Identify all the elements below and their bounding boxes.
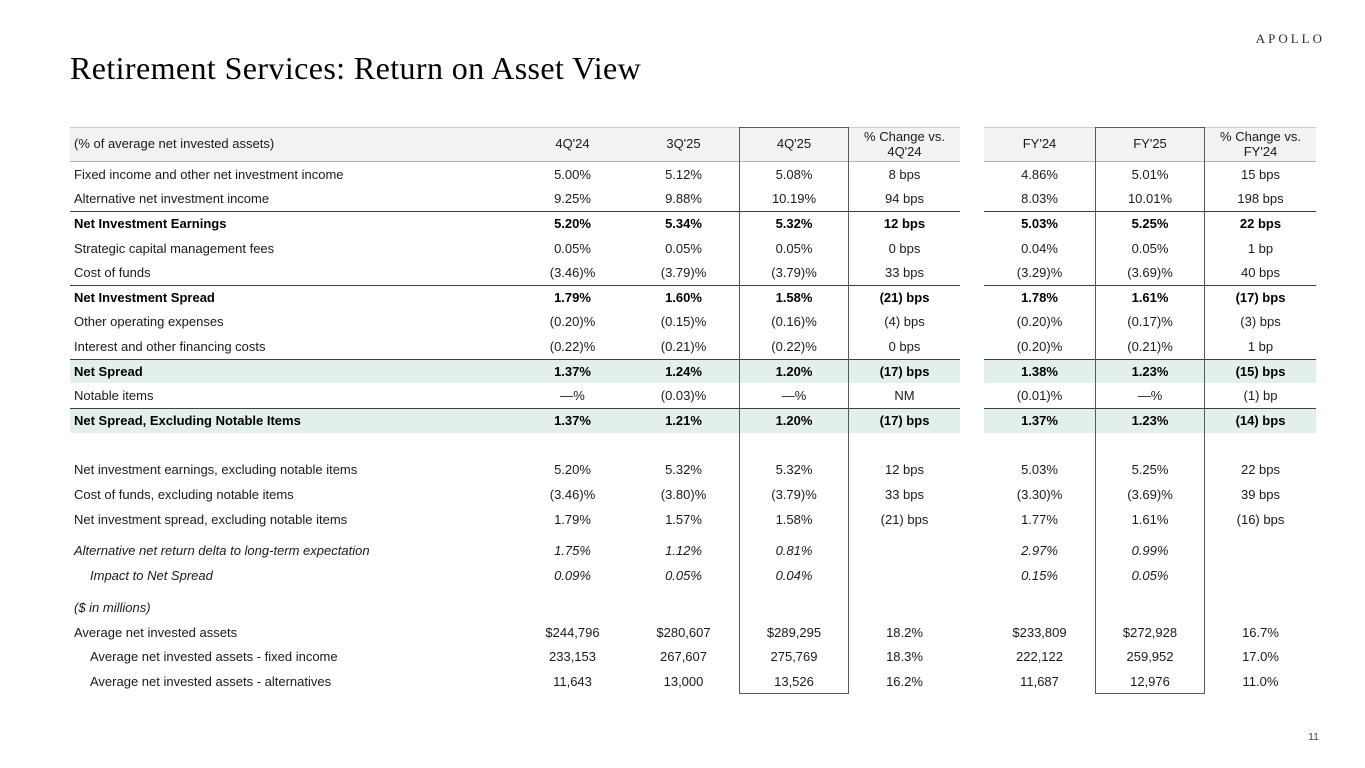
cell-value: 222,122 xyxy=(1016,649,1063,665)
cell-value: (0.17)% xyxy=(1127,314,1173,330)
table-row xyxy=(70,334,1316,359)
cell-value: (17) bps xyxy=(849,408,960,433)
cell-value: 13,526 xyxy=(774,674,814,690)
cell-value: 10.19% xyxy=(771,191,817,207)
roa-table xyxy=(70,127,1316,694)
cell-value: (21) bps xyxy=(849,285,960,310)
cell-value: 8 bps xyxy=(888,166,921,182)
cell-value: 1.37% xyxy=(984,408,1095,433)
table-row xyxy=(70,260,1316,285)
table-row xyxy=(70,408,1316,433)
table-row xyxy=(70,669,1316,694)
cell-value: 1.24% xyxy=(628,359,739,384)
cell-value: 12 bps xyxy=(884,462,925,478)
cell-value: 10.01% xyxy=(1127,191,1173,207)
column-gap xyxy=(960,162,984,187)
cell-value: 5.34% xyxy=(628,211,739,236)
cell-value: 5.20% xyxy=(554,462,591,478)
row-label: Interest and other financing costs xyxy=(74,338,266,354)
table-row xyxy=(70,645,1316,670)
cell-value: 5.08% xyxy=(775,166,813,182)
cell-value: (0.21)% xyxy=(1127,338,1173,354)
cell-value: (15) bps xyxy=(1205,359,1316,384)
cell-value: (17) bps xyxy=(1205,285,1316,310)
cell-value: 259,952 xyxy=(1126,649,1174,665)
cell-value: 4.86% xyxy=(1021,166,1058,182)
cell-value: 5.20% xyxy=(517,211,628,236)
column-header xyxy=(1205,127,1316,162)
cell-value: 9.25% xyxy=(554,191,591,207)
table-row xyxy=(70,359,1316,384)
cell-value: 0.09% xyxy=(554,567,591,583)
cell-value xyxy=(984,596,1095,621)
cell-value: 1.79% xyxy=(517,285,628,310)
spacer-row xyxy=(70,433,1316,458)
cell-value: 5.00% xyxy=(554,166,591,182)
row-label: Strategic capital management fees xyxy=(74,240,275,256)
cell-value: 11,643 xyxy=(553,674,592,690)
cell-value: 1 bp xyxy=(1247,338,1274,354)
column-header-label: 4Q'25 xyxy=(776,136,812,152)
cell-value xyxy=(849,563,960,588)
cell-value: 22 bps xyxy=(1205,211,1316,236)
row-label: Net Spread, Excluding Notable Items xyxy=(70,408,517,433)
table-row xyxy=(70,507,1316,532)
cell-value: 11,687 xyxy=(1020,674,1059,690)
cell-value: 5.32% xyxy=(739,211,849,236)
cell-value: (1) bp xyxy=(1243,388,1278,404)
row-label: Net investment spread, excluding notable items xyxy=(74,511,348,527)
table-row xyxy=(70,538,1316,563)
page-title: Retirement Services: Return on Asset View xyxy=(70,50,642,86)
column-gap xyxy=(960,187,984,212)
cell-value: (0.16)% xyxy=(771,314,817,330)
column-gap xyxy=(960,563,984,588)
cell-value: 1.21% xyxy=(628,408,739,433)
column-header xyxy=(739,127,849,162)
table-header-row xyxy=(70,127,1316,162)
cell-value: (0.20)% xyxy=(549,314,596,330)
table-row xyxy=(70,383,1316,408)
row-label: Cost of funds xyxy=(74,265,151,281)
row-label: Impact to Net Spread xyxy=(90,567,213,583)
cell-value: $244,796 xyxy=(545,624,600,640)
cell-value: 198 bps xyxy=(1237,191,1284,207)
cell-value: 16.7% xyxy=(1242,624,1279,640)
cell-value: $289,295 xyxy=(766,624,822,640)
cell-value: (21) bps xyxy=(880,511,929,527)
cell-value: 15 bps xyxy=(1240,166,1281,182)
cell-value: 0.05% xyxy=(775,240,813,256)
table-row xyxy=(70,187,1316,212)
cell-value: 2.97% xyxy=(1021,543,1058,559)
table-row xyxy=(70,620,1316,645)
cell-value: 1.23% xyxy=(1095,359,1205,384)
cell-value: 11.0% xyxy=(1242,674,1279,690)
cell-value: 1 bp xyxy=(1247,240,1274,256)
spacer-row xyxy=(70,531,1316,538)
cell-value: 5.03% xyxy=(1021,462,1058,478)
page-number: 11 xyxy=(1308,731,1319,743)
cell-value: (0.20)% xyxy=(1016,338,1063,354)
cell-value: 40 bps xyxy=(1240,265,1281,281)
row-label: Net Spread xyxy=(70,359,517,384)
cell-value: 1.78% xyxy=(984,285,1095,310)
column-gap xyxy=(960,482,984,507)
cell-value: 17.0% xyxy=(1242,649,1279,665)
cell-value: (3.69)% xyxy=(1127,486,1173,502)
cell-value xyxy=(849,538,960,563)
row-label: Other operating expenses xyxy=(74,314,224,330)
cell-value: (0.01)% xyxy=(1016,388,1063,404)
row-label: Net Investment Earnings xyxy=(70,211,517,236)
cell-value: (3.46)% xyxy=(549,265,596,281)
cell-value: (4) bps xyxy=(884,314,925,330)
cell-value: 0.05% xyxy=(665,567,702,583)
column-gap xyxy=(960,408,984,433)
column-header-label: FY'25 xyxy=(1133,136,1167,152)
cell-value: 1.75% xyxy=(554,543,591,559)
cell-value xyxy=(849,596,960,621)
cell-value: (3.80)% xyxy=(660,486,707,502)
cell-value: 1.37% xyxy=(517,408,628,433)
cell-value xyxy=(1205,538,1316,563)
column-header xyxy=(70,127,517,162)
cell-value: (14) bps xyxy=(1205,408,1316,433)
row-label: Fixed income and other net investment income xyxy=(74,166,344,182)
column-gap xyxy=(960,260,984,285)
column-gap xyxy=(960,507,984,532)
column-gap xyxy=(960,310,984,335)
column-gap xyxy=(960,236,984,261)
row-label: Average net invested assets - alternatives xyxy=(90,674,332,690)
cell-value: (3.79)% xyxy=(660,265,707,281)
cell-value: 1.77% xyxy=(1021,511,1058,527)
column-gap xyxy=(960,458,984,483)
table-row xyxy=(70,563,1316,588)
cell-value: 1.57% xyxy=(665,511,702,527)
cell-value: 1.60% xyxy=(628,285,739,310)
row-label: Notable items xyxy=(74,388,154,404)
cell-value: 0.81% xyxy=(775,543,813,559)
column-header-label: FY'24 xyxy=(1022,136,1057,152)
column-header-label: 3Q'25 xyxy=(666,136,701,152)
cell-value: (3.30)% xyxy=(1016,486,1063,502)
cell-value: 233,153 xyxy=(549,649,596,665)
table-row xyxy=(70,236,1316,261)
spacer-row xyxy=(70,588,1316,596)
row-label: Alternative net investment income xyxy=(74,191,270,207)
table-row xyxy=(70,211,1316,236)
table-row xyxy=(70,285,1316,310)
cell-value: 1.23% xyxy=(1095,408,1205,433)
cell-value: (0.22)% xyxy=(771,338,817,354)
cell-value: 5.25% xyxy=(1095,211,1205,236)
column-header-label: (% of average net invested assets) xyxy=(74,136,275,152)
column-gap xyxy=(960,334,984,359)
cell-value: NM xyxy=(894,388,915,404)
cell-value: 1.61% xyxy=(1131,511,1169,527)
cell-value: 1.61% xyxy=(1095,285,1205,310)
cell-value: (3.46)% xyxy=(549,486,596,502)
cell-value xyxy=(1095,596,1205,621)
cell-value: (16) bps xyxy=(1236,511,1285,527)
cell-value: 5.32% xyxy=(775,462,813,478)
row-label: Cost of funds, excluding notable items xyxy=(74,486,294,502)
cell-value: 12,976 xyxy=(1130,674,1170,690)
column-header xyxy=(628,127,739,162)
row-label: Net Investment Spread xyxy=(70,285,517,310)
cell-value: 5.25% xyxy=(1131,462,1169,478)
cell-value: —% xyxy=(1137,388,1163,404)
cell-value: 16.2% xyxy=(886,674,923,690)
cell-value: (3.69)% xyxy=(1127,265,1173,281)
cell-value: 9.88% xyxy=(665,191,702,207)
cell-value: (3.79)% xyxy=(771,486,817,502)
cell-value: 0.15% xyxy=(1021,567,1058,583)
cell-value: —% xyxy=(560,388,585,404)
column-header xyxy=(1095,127,1205,162)
cell-value: 18.3% xyxy=(886,649,923,665)
table-row xyxy=(70,458,1316,483)
cell-value: 0.05% xyxy=(1131,240,1169,256)
cell-value: 267,607 xyxy=(660,649,707,665)
cell-value: —% xyxy=(781,388,807,404)
cell-value: 1.37% xyxy=(517,359,628,384)
cell-value: 0 bps xyxy=(888,240,921,256)
cell-value: 33 bps xyxy=(884,265,925,281)
row-label: Average net invested assets - fixed income xyxy=(90,649,338,665)
cell-value: 5.03% xyxy=(984,211,1095,236)
cell-value xyxy=(1205,563,1316,588)
cell-value: 0.05% xyxy=(665,240,702,256)
column-header xyxy=(849,127,960,162)
cell-value: 1.58% xyxy=(739,285,849,310)
cell-value: (0.21)% xyxy=(660,338,707,354)
row-label: ($ in millions) xyxy=(74,600,151,616)
cell-value: 275,769 xyxy=(770,649,818,665)
cell-value: (0.20)% xyxy=(1016,314,1063,330)
column-gap xyxy=(960,127,984,162)
cell-value: $233,809 xyxy=(1012,624,1067,640)
cell-value: 18.2% xyxy=(886,624,923,640)
cell-value: 1.38% xyxy=(984,359,1095,384)
cell-value: 0 bps xyxy=(888,338,921,354)
cell-value: (17) bps xyxy=(849,359,960,384)
cell-value: 1.20% xyxy=(739,408,849,433)
cell-value: 0.04% xyxy=(1021,240,1058,256)
cell-value: 12 bps xyxy=(849,211,960,236)
apollo-logo: APOLLO xyxy=(1255,31,1325,46)
cell-value: 0.04% xyxy=(775,567,813,583)
column-header-label: 4Q'24 xyxy=(555,136,590,152)
column-gap xyxy=(960,620,984,645)
cell-value: (0.15)% xyxy=(660,314,707,330)
cell-value: 0.05% xyxy=(554,240,591,256)
cell-value: (0.03)% xyxy=(660,388,707,404)
cell-value: 39 bps xyxy=(1240,486,1281,502)
column-gap xyxy=(960,645,984,670)
table-row xyxy=(70,596,1316,621)
column-gap xyxy=(960,669,984,694)
table-row xyxy=(70,162,1316,187)
cell-value xyxy=(628,596,739,621)
column-gap xyxy=(960,383,984,408)
cell-value: $272,928 xyxy=(1122,624,1178,640)
column-gap xyxy=(960,596,984,621)
column-gap xyxy=(960,538,984,563)
cell-value: 1.12% xyxy=(665,543,702,559)
cell-value: 0.99% xyxy=(1131,543,1169,559)
row-label: Average net invested assets xyxy=(74,624,238,640)
column-header xyxy=(984,127,1095,162)
column-gap xyxy=(960,359,984,384)
table-row xyxy=(70,482,1316,507)
column-header xyxy=(517,127,628,162)
cell-value: 5.32% xyxy=(665,462,702,478)
cell-value: (3.79)% xyxy=(771,265,817,281)
cell-value xyxy=(739,596,849,621)
roa-table-body xyxy=(70,162,1316,694)
cell-value xyxy=(1205,596,1316,621)
cell-value: 0.05% xyxy=(1131,567,1169,583)
cell-value: 1.58% xyxy=(775,511,813,527)
row-label: Net investment earnings, excluding notable items xyxy=(74,462,358,478)
column-header-label: % Change vs. 4Q'24 xyxy=(864,128,945,159)
table-row xyxy=(70,310,1316,335)
cell-value: 94 bps xyxy=(884,191,925,207)
cell-value: 22 bps xyxy=(1240,462,1281,478)
cell-value: 5.12% xyxy=(665,166,702,182)
cell-value: (3) bps xyxy=(1240,314,1281,330)
cell-value xyxy=(517,596,628,621)
cell-value: 13,000 xyxy=(663,674,704,690)
cell-value: 1.20% xyxy=(739,359,849,384)
cell-value: (3.29)% xyxy=(1016,265,1063,281)
cell-value: $280,607 xyxy=(656,624,711,640)
row-label: Alternative net return delta to long-term expectation xyxy=(74,543,370,559)
cell-value: 5.01% xyxy=(1131,166,1169,182)
column-gap xyxy=(960,211,984,236)
cell-value: 8.03% xyxy=(1021,191,1058,207)
column-header-label: % Change vs. FY'24 xyxy=(1220,128,1301,159)
cell-value: (0.22)% xyxy=(549,338,596,354)
cell-value: 1.79% xyxy=(554,511,591,527)
column-gap xyxy=(960,285,984,310)
cell-value: 33 bps xyxy=(884,486,925,502)
